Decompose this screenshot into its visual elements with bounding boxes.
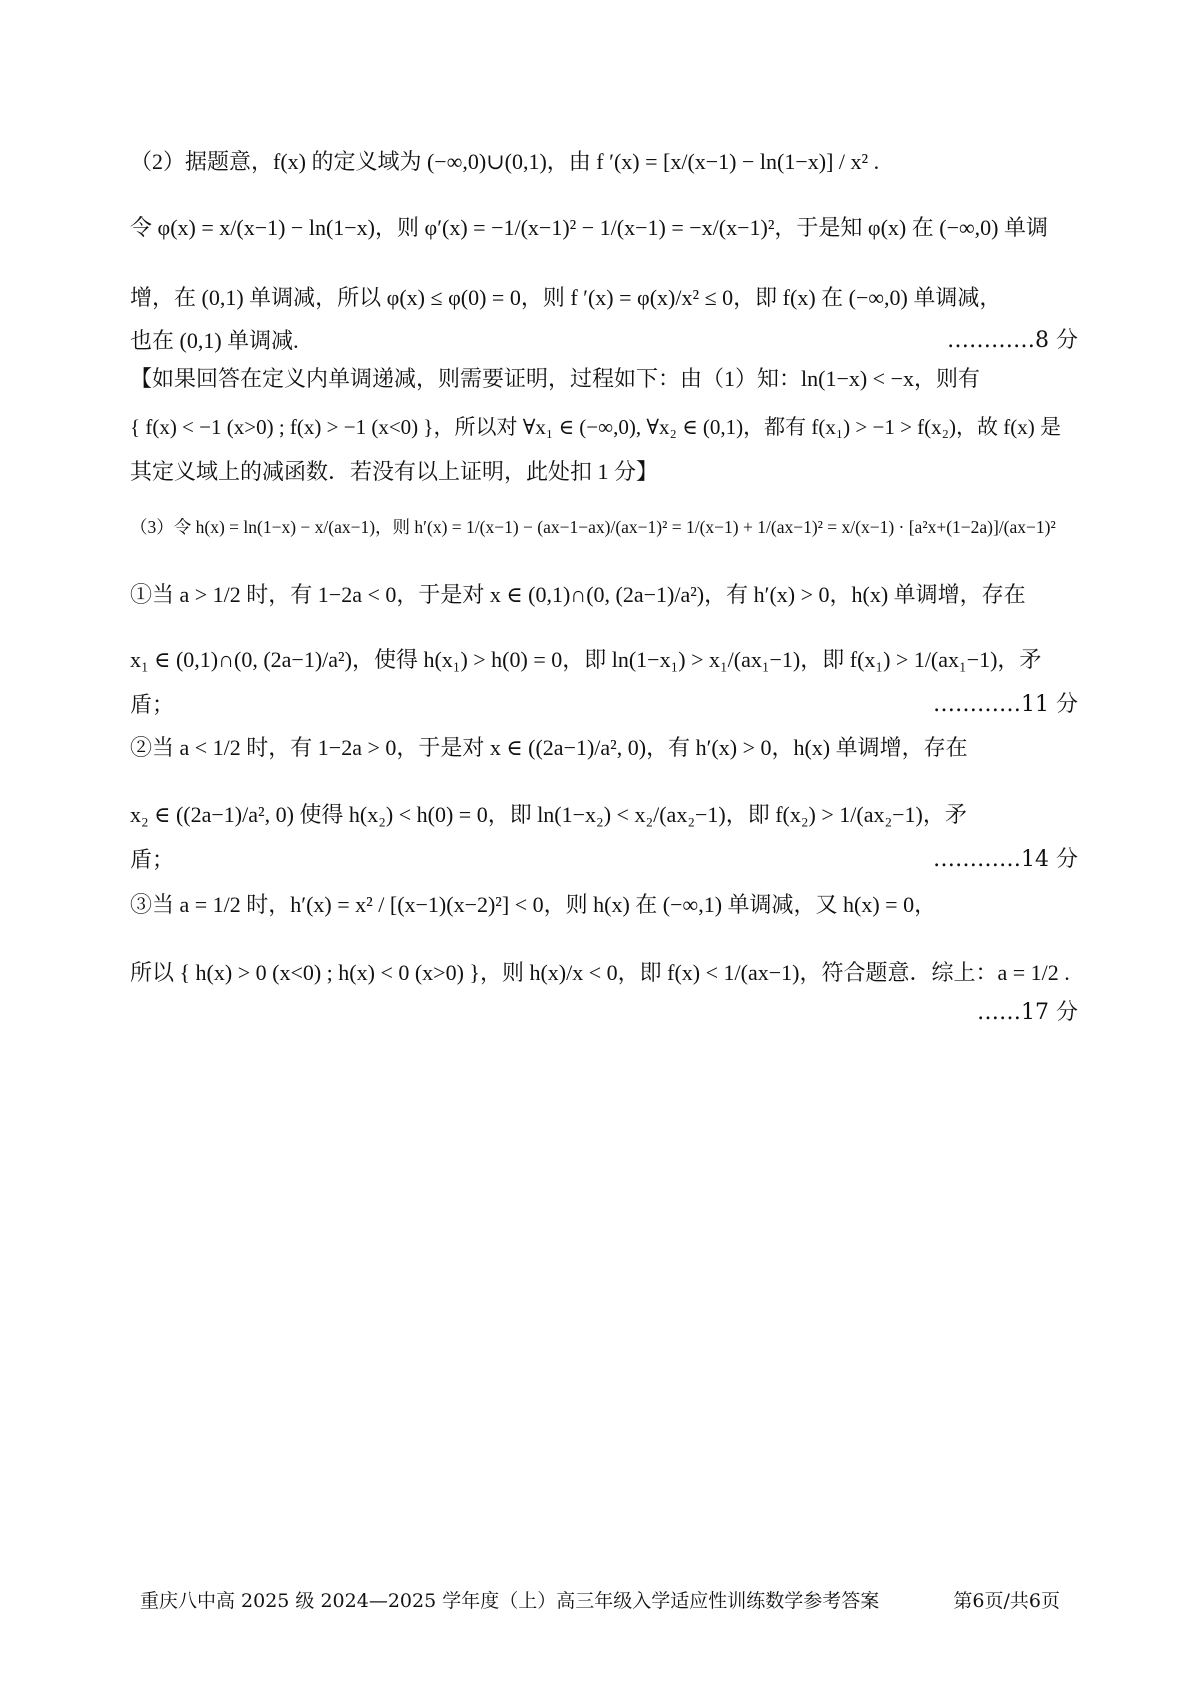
case3-line-1: ③当 a = 1/2 时，h′(x) = x² / [(x−1)(x−2)²] < 0，则 h(x) 在 (−∞,1) 单调减，又 h(x) = 0，	[130, 892, 937, 917]
part3-line-1: （3）令 h(x) = ln(1−x) − x/(ax−1)，则 h′(x) = 1/(x−1) − (ax−1−ax)/(ax−1)² = 1/(x−1) + 1/(ax−1)² = x/(x−1) · [a²x+(1−2a)]/(ax−1)²	[130, 517, 1056, 537]
case2-line-3: 盾；	[130, 847, 175, 872]
score-8: …………8 分	[947, 328, 1078, 353]
case1-line-1: ①当 a > 1/2 时，有 1−2a < 0，于是对 x ∈ (0,1)∩(0, (2a−1)/a²)，有 h′(x) > 0，h(x) 单调增，存在	[130, 582, 1026, 607]
score-11: …………11 分	[933, 692, 1078, 717]
part2-line-3: 增，在 (0,1) 单调减，所以 φ(x) ≤ φ(0) = 0，则 f ′(x) = φ(x)/x² ≤ 0，即 f(x) 在 (−∞,0) 单调减，	[130, 285, 1002, 310]
note-line-2: { f(x) < −1 (x>0) ; f(x) > −1 (x<0) }，所以对 ∀x₁ ∈ (−∞,0), ∀x₂ ∈ (0,1)，都有 f(x₁) > −1 > f(x₂)，故 f(x) 是	[130, 415, 1061, 439]
part2-line-2: 令 φ(x) = x/(x−1) − ln(1−x)，则 φ′(x) = −1/(x−1)² − 1/(x−1) = −x/(x−1)²，于是知 φ(x) 在 (−∞,0) 单调	[130, 215, 1049, 240]
part2-line-4: 也在 (0,1) 单调减.	[130, 328, 299, 353]
case1-line-3: 盾；	[130, 692, 175, 717]
case2-line-1: ②当 a < 1/2 时，有 1−2a > 0，于是对 x ∈ ((2a−1)/a², 0)，有 h′(x) > 0，h(x) 单调增，存在	[130, 735, 968, 760]
part2-line-1: （2）据题意，f(x) 的定义域为 (−∞,0)∪(0,1)，由 f ′(x) = [x/(x−1) − ln(1−x)] / x² .	[130, 149, 880, 174]
page-number: 第6页/共6页	[953, 1590, 1060, 1612]
case3-line-2: 所以 { h(x) > 0 (x<0) ; h(x) < 0 (x>0) }，则 h(x)/x < 0，即 f(x) < 1/(ax−1)，符合题意．综上：a = 1/2 .	[130, 960, 1070, 985]
score-17: ……17 分	[977, 1000, 1078, 1025]
case2-line-2: x₂ ∈ ((2a−1)/a², 0) 使得 h(x₂) < h(0) = 0，即 ln(1−x₂) < x₂/(ax₂−1)，即 f(x₂) > 1/(ax₂−1)，矛	[130, 802, 967, 827]
score-14: …………14 分	[933, 847, 1078, 872]
page-footer	[140, 1588, 1060, 1614]
footer-title: 重庆八中高 2025 级 2024—2025 学年度（上）高三年级入学适应性训练数学参考答案	[140, 1590, 880, 1612]
note-line-3: 其定义域上的减函数．若没有以上证明，此处扣 1 分】	[130, 459, 659, 484]
note-line-1: 【如果回答在定义内单调递减，则需要证明，过程如下：由（1）知：ln(1−x) < −x，则有	[130, 366, 980, 391]
case1-line-2: x₁ ∈ (0,1)∩(0, (2a−1)/a²)，使得 h(x₁) > h(0) = 0，即 ln(1−x₁) > x₁/(ax₁−1)，即 f(x₁) > 1/(ax₁−1)，矛	[130, 647, 1042, 672]
